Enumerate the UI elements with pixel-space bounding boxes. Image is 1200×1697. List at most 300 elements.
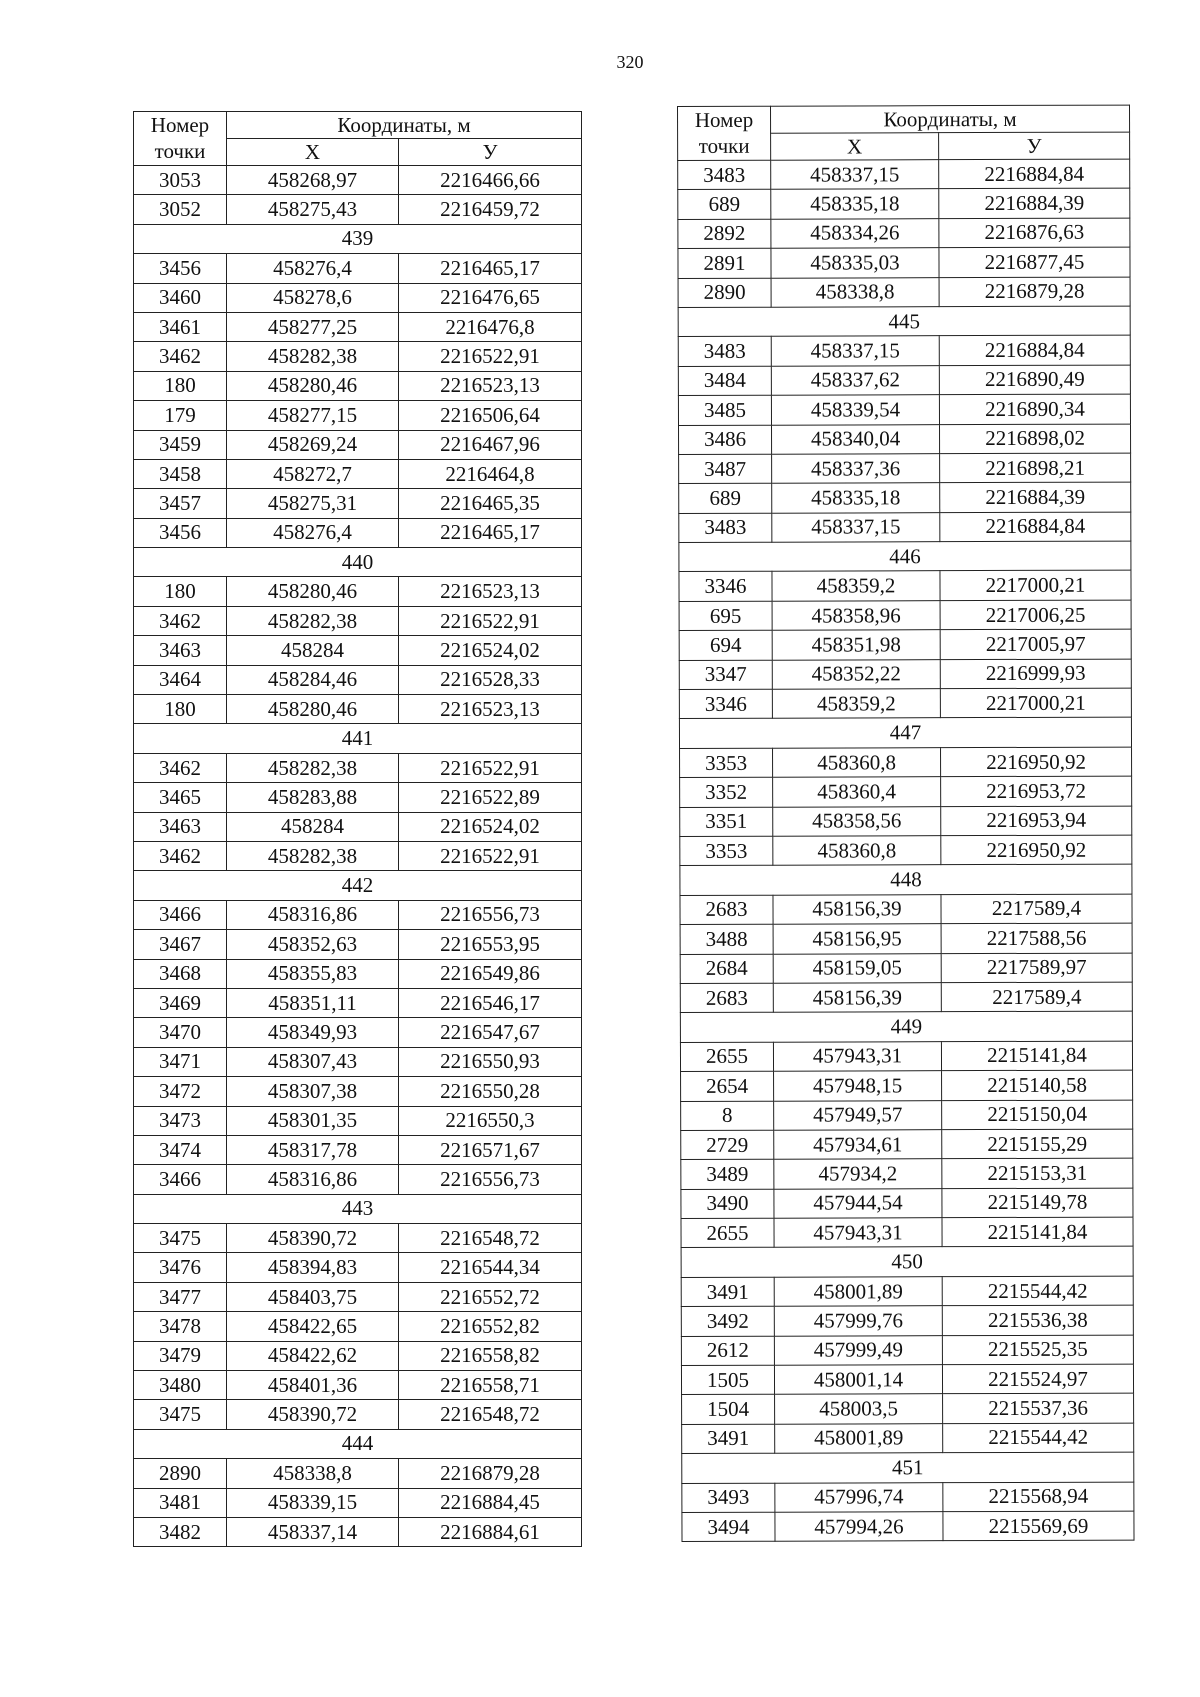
table-row xyxy=(134,900,582,929)
point-number-cell: 3053 xyxy=(134,166,227,195)
x-coordinate-cell: 458352,22 xyxy=(772,659,940,689)
x-coordinate-cell: 458334,26 xyxy=(771,218,939,248)
y-coordinate-cell: 2216884,39 xyxy=(939,188,1130,218)
x-coordinate-cell: 458317,78 xyxy=(227,1135,399,1164)
x-coordinate-cell: 458351,98 xyxy=(772,630,940,660)
y-coordinate-cell: 2217589,4 xyxy=(941,894,1132,924)
table-row xyxy=(680,923,1132,954)
table-row xyxy=(678,188,1130,219)
table-row xyxy=(134,283,582,312)
y-coordinate-cell: 2216506,64 xyxy=(399,401,582,430)
y-coordinate-cell: 2216467,96 xyxy=(399,430,582,459)
x-coordinate-cell: 458338,8 xyxy=(227,1459,399,1488)
point-number-cell: 3475 xyxy=(134,1400,227,1429)
y-coordinate-cell: 2215524,97 xyxy=(942,1364,1133,1394)
number-column-header xyxy=(134,112,227,166)
point-number-cell: 3466 xyxy=(134,900,227,929)
y-coordinate-cell: 2216549,86 xyxy=(399,959,582,988)
y-coordinate-cell: 2216879,28 xyxy=(399,1459,582,1488)
table-row xyxy=(134,753,582,782)
table-row xyxy=(679,453,1131,484)
coordinates-table-right xyxy=(677,105,1135,1543)
y-coordinate-cell: 2216522,89 xyxy=(399,783,582,812)
y-coordinate-cell: 2216879,28 xyxy=(939,277,1130,307)
table-row xyxy=(134,459,582,488)
group-label: 450 xyxy=(681,1247,1133,1278)
x-coordinate-cell: 458337,36 xyxy=(772,454,940,484)
y-coordinate-cell: 2215141,84 xyxy=(941,1041,1132,1071)
table-row xyxy=(134,930,582,959)
x-coordinate-cell: 458339,54 xyxy=(771,395,939,425)
point-number-cell: 3483 xyxy=(678,160,771,190)
group-header-row xyxy=(134,1194,582,1223)
x-coordinate-cell: 458284 xyxy=(227,636,399,665)
x-coordinate-cell: 458335,18 xyxy=(772,483,940,513)
point-number-cell: 3482 xyxy=(134,1517,227,1546)
point-number-cell: 2655 xyxy=(681,1218,774,1248)
y-coordinate-cell: 2216571,67 xyxy=(399,1135,582,1164)
point-number-cell: 2729 xyxy=(681,1130,774,1160)
x-coordinate-cell: 458276,4 xyxy=(227,254,399,283)
table-row xyxy=(678,218,1130,249)
y-coordinate-cell: 2216522,91 xyxy=(399,606,582,635)
table-row xyxy=(681,1276,1133,1307)
y-coordinate-cell: 2216544,34 xyxy=(399,1253,582,1282)
x-coordinate-cell: 458390,72 xyxy=(227,1400,399,1429)
table-row xyxy=(134,577,582,606)
y-coordinate-cell: 2216884,84 xyxy=(940,512,1131,542)
table-row xyxy=(134,988,582,1017)
y-coordinate-cell: 2216476,8 xyxy=(399,312,582,341)
table-row xyxy=(134,1047,582,1076)
y-column-header: У xyxy=(939,132,1130,160)
x-coordinate-cell: 458278,6 xyxy=(227,283,399,312)
point-number-cell: 3462 xyxy=(134,342,227,371)
number-header-line1: Номер xyxy=(694,108,754,133)
y-coordinate-cell: 2216999,93 xyxy=(940,659,1131,689)
group-header-row xyxy=(134,224,582,253)
point-number-cell: 3468 xyxy=(134,959,227,988)
y-coordinate-cell: 2217005,97 xyxy=(940,629,1131,659)
x-coordinate-cell: 458284 xyxy=(227,812,399,841)
y-coordinate-cell: 2216550,28 xyxy=(399,1077,582,1106)
y-coordinate-cell: 2215140,58 xyxy=(942,1070,1133,1100)
point-number-cell: 3473 xyxy=(134,1106,227,1135)
group-header-row xyxy=(134,871,582,900)
table-row xyxy=(134,1106,582,1135)
group-label: 441 xyxy=(134,724,582,753)
number-header-line2: точки xyxy=(698,133,750,158)
point-number-cell: 3346 xyxy=(679,572,772,602)
y-coordinate-cell: 2216553,95 xyxy=(399,930,582,959)
table-row xyxy=(134,1224,582,1253)
table-row xyxy=(134,518,582,547)
point-number-cell: 3492 xyxy=(681,1306,774,1336)
x-coordinate-cell: 458280,46 xyxy=(227,371,399,400)
table-row xyxy=(678,335,1130,366)
table-row xyxy=(134,665,582,694)
x-coordinate-cell: 458301,35 xyxy=(227,1106,399,1135)
x-coordinate-cell: 458340,04 xyxy=(772,424,940,454)
y-coordinate-cell: 2215525,35 xyxy=(942,1335,1133,1365)
point-number-cell: 3491 xyxy=(681,1277,774,1307)
x-column-header: X xyxy=(227,139,399,166)
table-row xyxy=(134,401,582,430)
table-row xyxy=(680,835,1132,866)
x-coordinate-cell: 458272,7 xyxy=(227,459,399,488)
x-coordinate-cell: 458360,4 xyxy=(773,777,941,807)
point-number-cell: 3471 xyxy=(134,1047,227,1076)
x-coordinate-cell: 458269,24 xyxy=(227,430,399,459)
x-coordinate-cell: 458275,31 xyxy=(227,489,399,518)
group-label: 439 xyxy=(134,224,582,253)
x-coordinate-cell: 458338,8 xyxy=(771,277,939,307)
y-coordinate-cell: 2216476,65 xyxy=(399,283,582,312)
x-coordinate-cell: 458401,36 xyxy=(227,1371,399,1400)
x-coordinate-cell: 458159,05 xyxy=(773,953,941,983)
table-row xyxy=(134,1282,582,1311)
number-column-header xyxy=(678,106,771,160)
y-coordinate-cell: 2215568,94 xyxy=(943,1482,1134,1512)
point-number-cell: 8 xyxy=(681,1101,774,1131)
point-number-cell: 3462 xyxy=(134,606,227,635)
y-coordinate-cell: 2216558,82 xyxy=(399,1341,582,1370)
point-number-cell: 3488 xyxy=(680,924,773,954)
y-coordinate-cell: 2216524,02 xyxy=(399,636,582,665)
point-number-cell: 180 xyxy=(134,371,227,400)
x-coordinate-cell: 458156,95 xyxy=(773,924,941,954)
point-number-cell: 2892 xyxy=(678,219,771,249)
point-number-cell: 3485 xyxy=(678,395,771,425)
group-label: 448 xyxy=(680,864,1132,895)
point-number-cell: 2683 xyxy=(680,895,773,925)
table-row xyxy=(678,277,1130,308)
x-coordinate-cell: 458335,18 xyxy=(771,189,939,219)
group-label: 443 xyxy=(134,1194,582,1223)
point-number-cell: 3480 xyxy=(134,1371,227,1400)
y-coordinate-cell: 2216524,02 xyxy=(399,812,582,841)
table-row xyxy=(680,806,1132,837)
y-coordinate-cell: 2216876,63 xyxy=(939,218,1130,248)
y-coordinate-cell: 2216552,82 xyxy=(399,1312,582,1341)
table-row xyxy=(134,959,582,988)
point-number-cell: 3456 xyxy=(134,254,227,283)
x-coordinate-cell: 458156,39 xyxy=(773,894,941,924)
point-number-cell: 2890 xyxy=(678,278,771,308)
x-coordinate-cell: 458422,62 xyxy=(227,1341,399,1370)
y-coordinate-cell: 2216884,39 xyxy=(940,482,1131,512)
table-row xyxy=(679,424,1131,455)
coordinates-table-left xyxy=(133,111,582,1547)
group-header-row xyxy=(680,1011,1132,1042)
x-coordinate-cell: 458284,46 xyxy=(227,665,399,694)
table-row xyxy=(680,953,1132,984)
point-number-cell: 180 xyxy=(134,577,227,606)
point-number-cell: 3476 xyxy=(134,1253,227,1282)
table-body-left xyxy=(134,112,582,1547)
point-number-cell: 3493 xyxy=(682,1483,775,1513)
table-row xyxy=(680,982,1132,1013)
x-coordinate-cell: 457934,2 xyxy=(774,1159,942,1189)
y-coordinate-cell: 2217589,4 xyxy=(941,982,1132,1012)
group-label: 446 xyxy=(679,541,1131,572)
point-number-cell: 3352 xyxy=(680,777,773,807)
table-row xyxy=(134,636,582,665)
point-number-cell: 3483 xyxy=(678,337,771,367)
group-label: 447 xyxy=(679,717,1131,748)
x-coordinate-cell: 457996,74 xyxy=(775,1482,943,1512)
x-coordinate-cell: 458001,14 xyxy=(774,1365,942,1395)
y-coordinate-cell: 2216950,92 xyxy=(941,835,1132,865)
y-coordinate-cell: 2216522,91 xyxy=(399,342,582,371)
y-coordinate-cell: 2215536,38 xyxy=(942,1305,1133,1335)
point-number-cell: 3477 xyxy=(134,1282,227,1311)
point-number-cell: 2654 xyxy=(681,1071,774,1101)
x-coordinate-cell: 458337,62 xyxy=(771,365,939,395)
y-coordinate-cell: 2216528,33 xyxy=(399,665,582,694)
x-coordinate-cell: 458390,72 xyxy=(227,1224,399,1253)
page-number: 320 xyxy=(616,52,644,72)
y-coordinate-cell: 2217000,21 xyxy=(940,688,1131,718)
point-number-cell: 3474 xyxy=(134,1135,227,1164)
table-row xyxy=(680,747,1132,778)
x-coordinate-cell: 458359,2 xyxy=(772,689,940,719)
y-coordinate-cell: 2217006,25 xyxy=(940,600,1131,630)
y-column-header: У xyxy=(399,139,582,166)
y-coordinate-cell: 2216523,13 xyxy=(399,371,582,400)
table-row xyxy=(134,695,582,724)
table-row xyxy=(679,688,1131,719)
table-row xyxy=(680,894,1132,925)
point-number-cell: 2612 xyxy=(681,1336,774,1366)
table-row xyxy=(134,1135,582,1164)
y-coordinate-cell: 2216459,72 xyxy=(399,195,582,224)
coordinates-header: Координаты, м xyxy=(227,112,582,139)
point-number-cell: 3466 xyxy=(134,1165,227,1194)
x-coordinate-cell: 458307,38 xyxy=(227,1077,399,1106)
y-coordinate-cell: 2216556,73 xyxy=(399,1165,582,1194)
table-row xyxy=(678,247,1130,278)
table-row xyxy=(679,571,1131,602)
x-coordinate-cell: 458275,43 xyxy=(227,195,399,224)
table-row xyxy=(134,1077,582,1106)
point-number-cell: 3490 xyxy=(681,1189,774,1219)
x-coordinate-cell: 458351,11 xyxy=(227,988,399,1017)
table-row xyxy=(679,482,1131,513)
point-number-cell: 3483 xyxy=(679,513,772,543)
table-row xyxy=(134,1371,582,1400)
point-number-cell: 3469 xyxy=(134,988,227,1017)
table-row xyxy=(678,365,1130,396)
y-coordinate-cell: 2216890,49 xyxy=(939,365,1130,395)
x-coordinate-cell: 458282,38 xyxy=(227,753,399,782)
table-body-right xyxy=(678,105,1135,1542)
table-row xyxy=(682,1423,1134,1454)
point-number-cell: 3475 xyxy=(134,1224,227,1253)
point-number-cell: 3459 xyxy=(134,430,227,459)
point-number-cell: 3472 xyxy=(134,1077,227,1106)
point-number-cell: 3347 xyxy=(679,660,772,690)
table-row xyxy=(134,1312,582,1341)
table-row xyxy=(681,1100,1133,1131)
y-coordinate-cell: 2217588,56 xyxy=(941,923,1132,953)
point-number-cell: 3465 xyxy=(134,783,227,812)
y-coordinate-cell: 2216523,13 xyxy=(399,577,582,606)
point-number-cell: 3351 xyxy=(680,807,773,837)
y-coordinate-cell: 2215155,29 xyxy=(942,1129,1133,1159)
y-coordinate-cell: 2216953,72 xyxy=(941,776,1132,806)
table-row xyxy=(134,430,582,459)
y-coordinate-cell: 2215544,42 xyxy=(943,1423,1134,1453)
group-header-row xyxy=(681,1247,1133,1278)
table-row xyxy=(134,1400,582,1429)
point-number-cell: 3487 xyxy=(679,454,772,484)
table-row xyxy=(681,1158,1133,1189)
group-header-row xyxy=(134,548,582,577)
header-row-top xyxy=(678,105,1130,133)
x-coordinate-cell: 458355,83 xyxy=(227,959,399,988)
y-coordinate-cell: 2215141,84 xyxy=(942,1217,1133,1247)
point-number-cell: 180 xyxy=(134,695,227,724)
y-coordinate-cell: 2216465,17 xyxy=(399,254,582,283)
x-coordinate-cell: 458359,2 xyxy=(772,571,940,601)
x-coordinate-cell: 458282,38 xyxy=(227,606,399,635)
point-number-cell: 3464 xyxy=(134,665,227,694)
group-header-row xyxy=(680,864,1132,895)
x-coordinate-cell: 458349,93 xyxy=(227,1018,399,1047)
coordinates-header: Координаты, м xyxy=(771,105,1130,133)
point-number-cell: 3463 xyxy=(134,636,227,665)
table-row xyxy=(134,783,582,812)
y-coordinate-cell: 2216522,91 xyxy=(399,841,582,870)
x-coordinate-cell: 458337,15 xyxy=(771,336,939,366)
y-coordinate-cell: 2216898,21 xyxy=(940,453,1131,483)
table-row xyxy=(134,489,582,518)
table-row xyxy=(681,1129,1133,1160)
y-coordinate-cell: 2216548,72 xyxy=(399,1224,582,1253)
point-number-cell: 3484 xyxy=(678,366,771,396)
table-row xyxy=(681,1305,1133,1336)
point-number-cell: 3456 xyxy=(134,518,227,547)
x-coordinate-cell: 458307,43 xyxy=(227,1047,399,1076)
x-coordinate-cell: 458003,5 xyxy=(775,1394,943,1424)
x-column-header: X xyxy=(771,133,939,161)
y-coordinate-cell: 2217000,21 xyxy=(940,571,1131,601)
x-coordinate-cell: 458358,56 xyxy=(773,806,941,836)
x-coordinate-cell: 458001,89 xyxy=(775,1423,943,1453)
table-row xyxy=(134,195,582,224)
y-coordinate-cell: 2216523,13 xyxy=(399,695,582,724)
group-header-row xyxy=(679,717,1131,748)
table-row xyxy=(681,1364,1133,1395)
x-coordinate-cell: 458337,15 xyxy=(772,512,940,542)
number-header-line1: Номер xyxy=(150,113,210,138)
x-coordinate-cell: 458360,8 xyxy=(773,747,941,777)
table-row xyxy=(134,166,582,195)
y-coordinate-cell: 2216522,91 xyxy=(399,753,582,782)
x-coordinate-cell: 458403,75 xyxy=(227,1282,399,1311)
x-coordinate-cell: 458156,39 xyxy=(773,983,941,1013)
group-label: 442 xyxy=(134,871,582,900)
y-coordinate-cell: 2216465,17 xyxy=(399,518,582,547)
y-coordinate-cell: 2216465,35 xyxy=(399,489,582,518)
group-label: 444 xyxy=(134,1429,582,1458)
y-coordinate-cell: 2216558,71 xyxy=(399,1371,582,1400)
point-number-cell: 3479 xyxy=(134,1341,227,1370)
point-number-cell: 3494 xyxy=(682,1512,775,1542)
x-coordinate-cell: 457999,49 xyxy=(774,1335,942,1365)
x-coordinate-cell: 458337,14 xyxy=(227,1517,399,1546)
table-row xyxy=(134,371,582,400)
x-coordinate-cell: 458316,86 xyxy=(227,1165,399,1194)
group-header-row xyxy=(678,306,1130,337)
point-number-cell: 689 xyxy=(678,190,771,220)
y-coordinate-cell: 2215150,04 xyxy=(942,1100,1133,1130)
y-coordinate-cell: 2215569,69 xyxy=(943,1511,1134,1541)
point-number-cell: 2655 xyxy=(680,1042,773,1072)
point-number-cell: 694 xyxy=(679,630,772,660)
table-row xyxy=(134,841,582,870)
table-row xyxy=(682,1482,1134,1513)
y-coordinate-cell: 2216953,94 xyxy=(941,806,1132,836)
table-row xyxy=(679,629,1131,660)
point-number-cell: 179 xyxy=(134,401,227,430)
table-row xyxy=(134,1459,582,1488)
point-number-cell: 1504 xyxy=(682,1395,775,1425)
table-row xyxy=(679,659,1131,690)
y-coordinate-cell: 2217589,97 xyxy=(941,953,1132,983)
point-number-cell: 3489 xyxy=(681,1159,774,1189)
table-row xyxy=(679,512,1131,543)
x-coordinate-cell: 457994,26 xyxy=(775,1512,943,1542)
x-coordinate-cell: 458339,15 xyxy=(227,1488,399,1517)
y-coordinate-cell: 2216548,72 xyxy=(399,1400,582,1429)
x-coordinate-cell: 458282,38 xyxy=(227,342,399,371)
point-number-cell: 3463 xyxy=(134,812,227,841)
header-row-top xyxy=(134,112,582,139)
y-coordinate-cell: 2216877,45 xyxy=(939,247,1130,277)
y-coordinate-cell: 2216552,72 xyxy=(399,1282,582,1311)
y-coordinate-cell: 2215544,42 xyxy=(942,1276,1133,1306)
point-number-cell: 689 xyxy=(679,484,772,514)
x-coordinate-cell: 458277,25 xyxy=(227,312,399,341)
table-row xyxy=(681,1188,1133,1219)
group-label: 451 xyxy=(682,1452,1134,1483)
point-number-cell: 3461 xyxy=(134,312,227,341)
y-coordinate-cell: 2216898,02 xyxy=(940,424,1131,454)
point-number-cell: 2683 xyxy=(680,983,773,1013)
y-coordinate-cell: 2215537,36 xyxy=(943,1393,1134,1423)
x-coordinate-cell: 458280,46 xyxy=(227,577,399,606)
table-row xyxy=(678,159,1130,190)
table-row xyxy=(134,254,582,283)
point-number-cell: 3478 xyxy=(134,1312,227,1341)
y-coordinate-cell: 2216556,73 xyxy=(399,900,582,929)
table-row xyxy=(682,1393,1134,1424)
x-coordinate-cell: 458282,38 xyxy=(227,841,399,870)
point-number-cell: 3467 xyxy=(134,930,227,959)
table-row xyxy=(134,1253,582,1282)
table-row xyxy=(680,776,1132,807)
y-coordinate-cell: 2216546,17 xyxy=(399,988,582,1017)
table-row xyxy=(134,1165,582,1194)
group-label: 445 xyxy=(678,306,1130,337)
y-coordinate-cell: 2216950,92 xyxy=(941,747,1132,777)
point-number-cell: 3462 xyxy=(134,753,227,782)
x-coordinate-cell: 458422,65 xyxy=(227,1312,399,1341)
x-coordinate-cell: 457943,31 xyxy=(773,1041,941,1071)
point-number-cell: 3457 xyxy=(134,489,227,518)
